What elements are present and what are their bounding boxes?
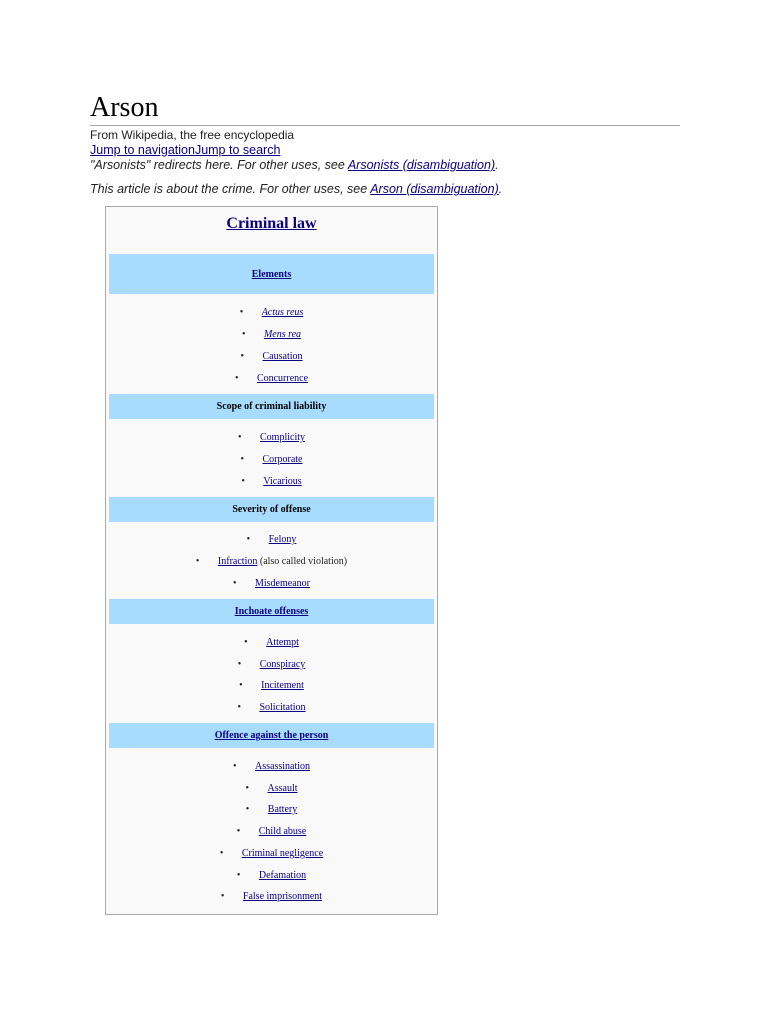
hatnote-suffix: . bbox=[498, 182, 503, 196]
bullet-icon: • bbox=[245, 783, 250, 794]
sidebar-list-item bbox=[106, 555, 437, 569]
sidebar-list-item bbox=[106, 782, 437, 796]
sidebar-item-note: (also called violation) bbox=[257, 556, 348, 567]
sidebar-link[interactable]: Complicity bbox=[260, 432, 305, 443]
hatnote-text: "Arsonists" redirects here. For other uses, see bbox=[90, 158, 348, 172]
sidebar-list-item bbox=[106, 328, 437, 342]
section-heading-text: Scope of criminal liability bbox=[216, 401, 327, 412]
section-heading-link[interactable]: Offence against the person bbox=[214, 730, 329, 741]
bullet-icon: • bbox=[220, 891, 225, 902]
arson-disambiguation-link[interactable]: Arson (disambiguation) bbox=[370, 182, 499, 196]
jump-to-navigation-link[interactable]: Jump to navigation bbox=[90, 143, 195, 157]
sidebar-link[interactable]: Felony bbox=[268, 534, 297, 545]
sidebar-title bbox=[106, 215, 437, 233]
sidebar-link[interactable]: Assault bbox=[267, 783, 298, 794]
sidebar-link[interactable]: Actus reus bbox=[261, 307, 304, 318]
jump-links bbox=[90, 143, 280, 157]
arsonists-disambiguation-link[interactable]: Arsonists (disambiguation) bbox=[347, 158, 496, 172]
criminal-law-link[interactable]: Criminal law bbox=[226, 215, 317, 232]
sidebar-list-item bbox=[106, 533, 437, 547]
sidebar-section-heading bbox=[109, 599, 434, 624]
sidebar-link[interactable]: False imprisonment bbox=[242, 891, 323, 902]
sidebar-list-item bbox=[106, 825, 437, 839]
bullet-icon: • bbox=[241, 476, 245, 487]
sidebar-link[interactable]: Misdemeanor bbox=[255, 578, 310, 589]
sidebar-link[interactable]: Incitement bbox=[261, 680, 304, 691]
sidebar-link[interactable]: Concurrence bbox=[256, 373, 309, 384]
sidebar-list-item bbox=[106, 350, 437, 364]
sidebar-section-heading bbox=[109, 254, 434, 294]
sidebar-list-item bbox=[106, 869, 437, 883]
hatnote-text: This article is about the crime. For other uses, see bbox=[90, 182, 371, 196]
sidebar-link[interactable]: Criminal negligence bbox=[241, 848, 324, 859]
title-divider bbox=[90, 125, 680, 126]
sidebar-link[interactable]: Assassination bbox=[255, 761, 310, 772]
bullet-icon: • bbox=[195, 556, 200, 567]
sidebar-link[interactable]: Mens rea bbox=[263, 329, 302, 340]
sidebar-section-heading bbox=[109, 394, 434, 419]
sidebar-list-item bbox=[106, 760, 437, 774]
bullet-icon: • bbox=[233, 761, 237, 772]
bullet-icon: • bbox=[233, 578, 237, 589]
bullet-icon: • bbox=[246, 534, 251, 545]
sidebar-section-heading bbox=[109, 723, 434, 748]
sidebar-link[interactable]: Solicitation bbox=[259, 702, 306, 713]
bullet-icon: • bbox=[237, 702, 241, 713]
section-heading-text: Severity of offense bbox=[232, 504, 311, 515]
sidebar-link[interactable]: Corporate bbox=[262, 454, 303, 465]
bullet-icon: • bbox=[240, 351, 245, 362]
sidebar-link[interactable]: Conspiracy bbox=[259, 659, 306, 670]
sidebar-list-item bbox=[106, 636, 437, 650]
sidebar-section-heading bbox=[109, 497, 434, 522]
site-tagline: From Wikipedia, the free encyclopedia bbox=[90, 128, 295, 142]
bullet-icon: • bbox=[234, 373, 239, 384]
sidebar-list-item bbox=[106, 306, 437, 320]
sidebar-link[interactable]: Vicarious bbox=[263, 476, 302, 487]
sidebar-link[interactable]: Attempt bbox=[266, 637, 299, 648]
sidebar-list-item bbox=[106, 890, 437, 904]
sidebar-link[interactable]: Child abuse bbox=[258, 826, 307, 837]
section-heading-link[interactable]: Inchoate offenses bbox=[234, 606, 309, 617]
bullet-icon: • bbox=[241, 329, 246, 340]
sidebar-list-item bbox=[106, 431, 437, 445]
section-heading-link[interactable]: Elements bbox=[251, 268, 292, 280]
bullet-icon: • bbox=[239, 680, 243, 691]
sidebar-list-item bbox=[106, 701, 437, 715]
bullet-icon: • bbox=[237, 659, 242, 670]
page-title: Arson bbox=[90, 92, 159, 123]
hatnote-arson bbox=[90, 182, 502, 196]
bullet-icon: • bbox=[238, 432, 242, 443]
sidebar-list-item bbox=[106, 803, 437, 817]
sidebar-list-item bbox=[106, 372, 437, 386]
sidebar-link[interactable]: Infraction bbox=[217, 556, 258, 567]
sidebar-list-item bbox=[106, 847, 437, 861]
sidebar-link[interactable]: Defamation bbox=[258, 870, 307, 881]
sidebar-list-item bbox=[106, 475, 437, 489]
bullet-icon: • bbox=[240, 454, 245, 465]
jump-to-search-link[interactable]: Jump to search bbox=[194, 143, 281, 157]
hatnote-arsonists bbox=[90, 158, 499, 172]
hatnote-suffix: . bbox=[495, 158, 499, 172]
bullet-icon: • bbox=[239, 307, 244, 318]
bullet-icon: • bbox=[244, 637, 248, 648]
criminal-law-sidebar bbox=[105, 206, 438, 915]
sidebar-list-item bbox=[106, 453, 437, 467]
sidebar-list-item bbox=[106, 658, 437, 672]
bullet-icon: • bbox=[236, 826, 241, 837]
sidebar-list-item bbox=[106, 577, 437, 591]
sidebar-list-item bbox=[106, 679, 437, 693]
bullet-icon: • bbox=[245, 804, 250, 815]
sidebar-link[interactable]: Causation bbox=[262, 351, 303, 362]
bullet-icon: • bbox=[219, 848, 224, 859]
bullet-icon: • bbox=[236, 870, 241, 881]
sidebar-link[interactable]: Battery bbox=[267, 804, 298, 815]
